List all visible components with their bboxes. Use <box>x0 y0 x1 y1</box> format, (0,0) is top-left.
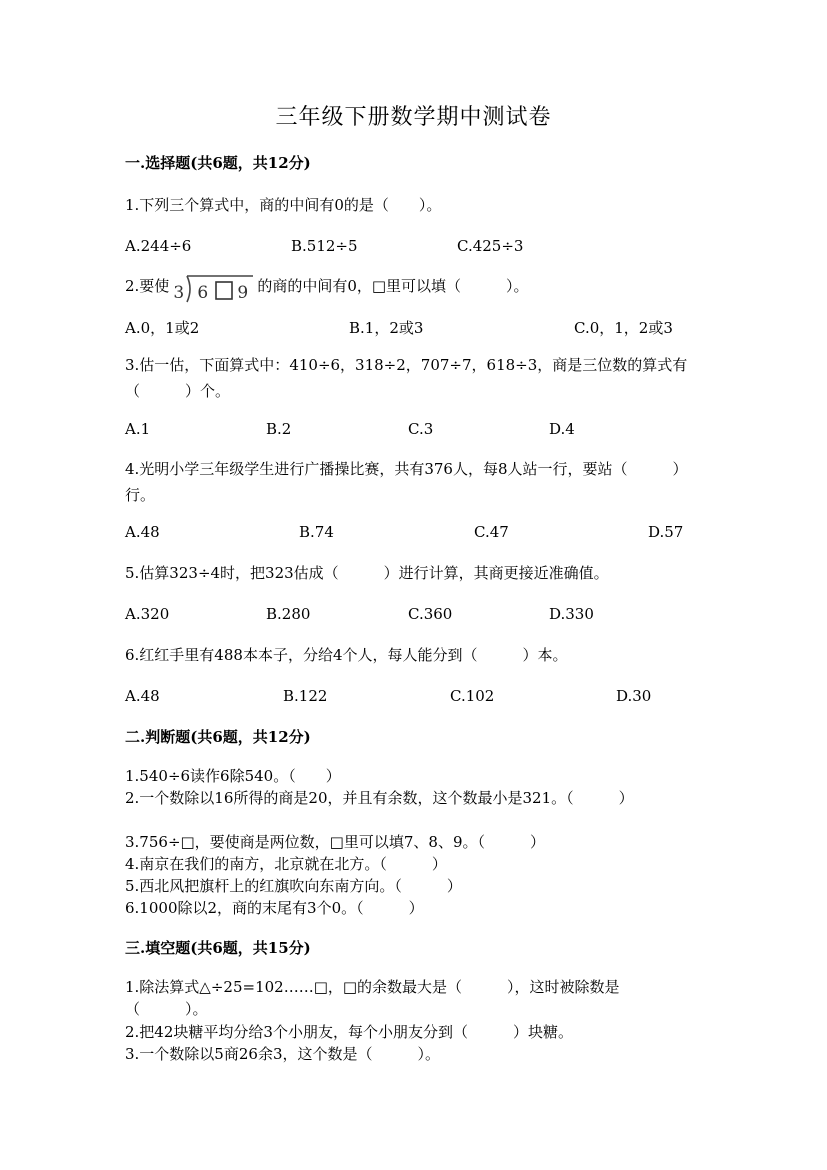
option: C.360 <box>408 605 453 623</box>
page-title: 三年级下册数学期中测试卷 <box>275 105 552 130</box>
question-prefix: 2.要使 <box>125 277 170 295</box>
section-heading-fill: 三.填空题(共6题，共15分) <box>125 939 311 957</box>
judgment-item: 3.756÷□，要使商是两位数，□里可以填7、8、9。（ ） <box>125 833 545 851</box>
divisor-digit: 3 <box>173 283 185 303</box>
fill-item: 3.一个数除以5商26余3，这个数是（ ）。 <box>125 1045 440 1063</box>
option: A.48 <box>125 523 160 541</box>
option: D.330 <box>549 605 594 623</box>
judgment-item: 5.西北风把旗杆上的红旗吹向东南方向。（ ） <box>125 877 462 895</box>
fill-item: 2.把42块糖平均分给3个小朋友，每个小朋友分到（ ）块糖。 <box>125 1023 573 1041</box>
option: B.2 <box>266 420 292 438</box>
option: D.57 <box>648 523 684 541</box>
section-heading-choice: 一.选择题(共6题，共12分) <box>125 154 311 172</box>
option: C.102 <box>450 687 495 705</box>
question-text: 6.红红手里有488本本子，分给4个人，每人能分到（ ）本。 <box>125 646 568 664</box>
option: A.1 <box>125 420 151 438</box>
judgment-item: 1.540÷6读作6除540。（ ） <box>125 767 341 785</box>
option: C.47 <box>474 523 509 541</box>
option: A.0，1或2 <box>125 319 200 337</box>
option: B.1，2或3 <box>349 319 424 337</box>
option: B.122 <box>283 687 328 705</box>
judgment-item: 4.南京在我们的南方，北京就在北方。（ ） <box>125 855 447 873</box>
option: C.425÷3 <box>457 237 524 255</box>
question-text: 4.光明小学三年级学生进行广播操比赛，共有376人，每8人站一行，要站（ ）行。 <box>125 460 688 504</box>
judgment-item: 6.1000除以2，商的末尾有3个0。（ ） <box>125 899 424 917</box>
option: B.280 <box>266 605 311 623</box>
option: A.244÷6 <box>125 237 192 255</box>
long-division-figure <box>171 272 255 302</box>
option: D.4 <box>549 420 575 438</box>
dividend-left-digit: 6 <box>197 283 209 303</box>
judgment-item: 2.一个数除以16所得的商是20，并且有余数，这个数最小是321。（ ） <box>125 789 634 807</box>
fill-item: 1.除法算式△÷25=102……□，□的余数最大是（ ），这时被除数是（ ）。 <box>125 978 620 1018</box>
question-with-figure <box>125 271 529 302</box>
question-text: 5.估算323÷4时，把323估成（ ）进行计算，其商更接近准确值。 <box>125 564 609 582</box>
question-text: 1.下列三个算式中，商的中间有0的是（ ）。 <box>125 196 442 214</box>
option: A.320 <box>125 605 170 623</box>
option: B.512÷5 <box>291 237 358 255</box>
option: A.48 <box>125 687 160 705</box>
option: D.30 <box>616 687 652 705</box>
option: B.74 <box>299 523 334 541</box>
section-heading-judgment: 二.判断题(共6题，共12分) <box>125 728 311 746</box>
question-text: 3.估一估，下面算式中：410÷6，318÷2，707÷7，618÷3，商是三位数的算式有（ ）个。 <box>125 356 688 400</box>
option: C.0，1，2或3 <box>574 319 673 337</box>
dividend-right-digit: 9 <box>237 283 249 303</box>
option: C.3 <box>408 420 434 438</box>
question-suffix: 的商的中间有0，□里可以填（ ）。 <box>257 277 529 295</box>
